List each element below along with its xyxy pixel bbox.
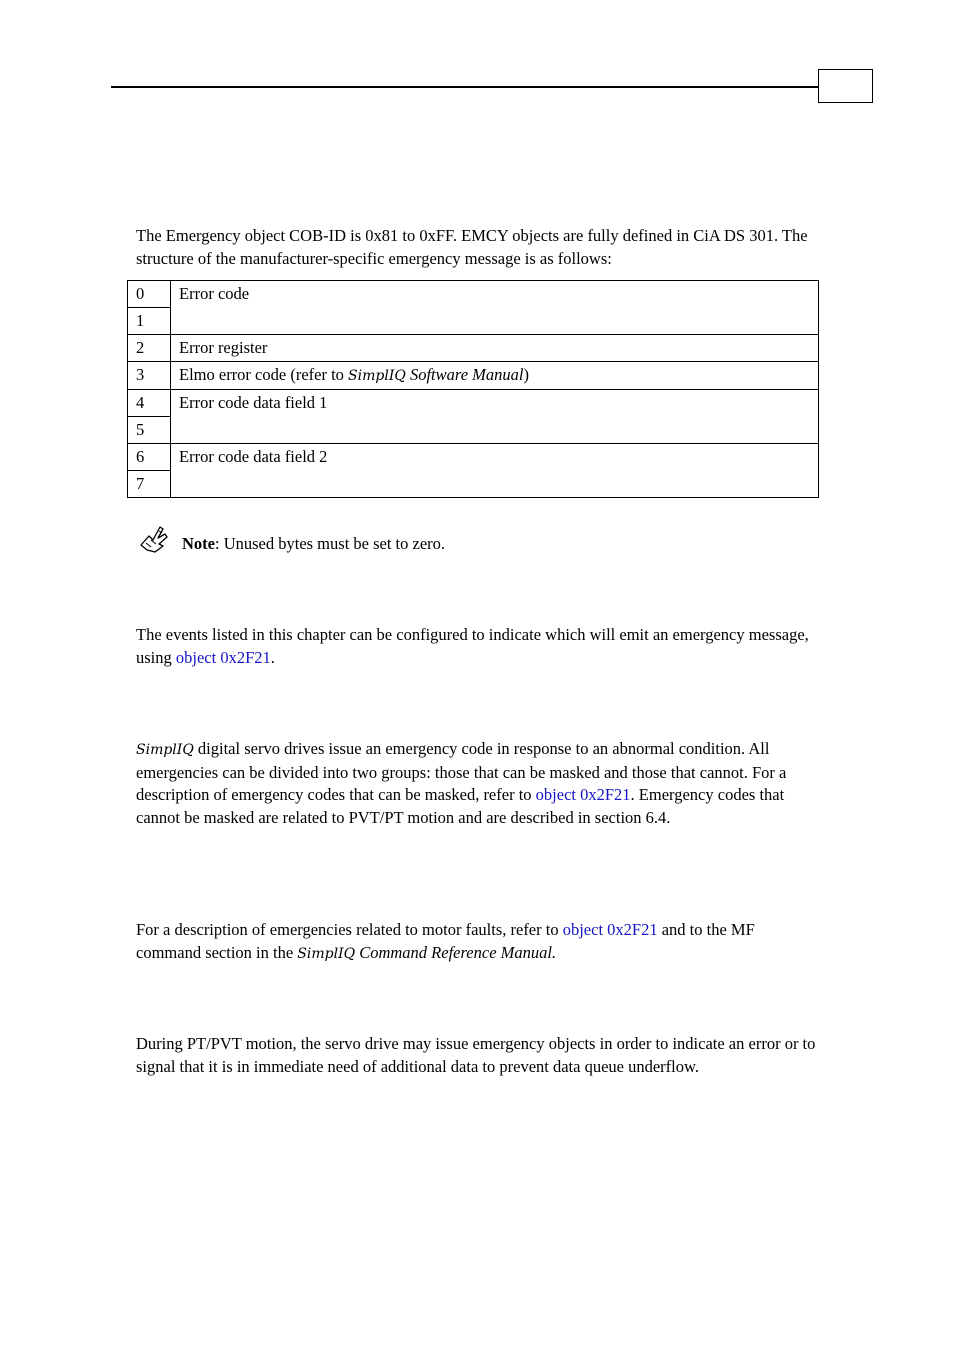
- table-row: [128, 281, 819, 308]
- para-text: and to the MF command section in the: [136, 920, 755, 962]
- simpliq-paragraph: [136, 738, 820, 829]
- byte-cell: 0: [128, 281, 171, 308]
- para-text: digital servo drives issue an emergency code in response to an abnormal condition. All emergencies can be divided into two groups: those that can be masked and those that cannot. For a description of emergency codes that can be masked, refer to: [136, 739, 787, 804]
- object-0x2f21-link[interactable]: object 0x2F21: [175, 647, 271, 667]
- manual-title: Software Manual: [405, 365, 524, 384]
- byte-cell: 4: [128, 390, 171, 417]
- para-text: The events listed in this chapter can be configured to indicate which will emit an emergency message, using: [136, 625, 809, 667]
- para-text: .: [551, 942, 557, 962]
- desc-text: ): [523, 365, 529, 384]
- byte-cell: 3: [128, 362, 171, 390]
- desc-cell: Error register: [171, 335, 819, 362]
- config-paragraph: [136, 624, 820, 669]
- desc-cell: Error code data field 2: [171, 444, 819, 498]
- intro-paragraph: The Emergency object COB-ID is 0x81 to 0xFF. EMCY objects are fully defined in CiA DS 301. The structure of the manufacturer-specific emergency message is as follows:: [136, 226, 808, 268]
- object-0x2f21-link[interactable]: object 0x2F21: [562, 920, 658, 939]
- simpliq-wordmark: SimplIQ: [136, 742, 194, 758]
- desc-cell: Error code data field 1: [171, 390, 819, 444]
- header-rule: [111, 86, 819, 88]
- note-label: Note: [182, 534, 215, 553]
- para-text: For a description of emergencies related to motor faults, refer to: [136, 920, 563, 939]
- note-body: : Unused bytes must be set to zero.: [214, 534, 446, 553]
- table-row: [128, 335, 819, 362]
- motor-fault-paragraph: [136, 919, 820, 965]
- manual-title: Command Reference Manual: [355, 942, 552, 962]
- byte-cell: 6: [128, 444, 171, 471]
- desc-cell: Error code: [171, 281, 819, 335]
- byte-cell: 1: [128, 308, 171, 335]
- note-text: [182, 533, 445, 555]
- pvt-paragraph: During PT/PVT motion, the servo drive may issue emergency objects in order to indicate an error or to signal that it is in immediate need of additional data to prevent data queue underflow.: [136, 1034, 816, 1076]
- table-row: [128, 444, 819, 471]
- para-text: .: [270, 647, 275, 667]
- emcy-structure-table: [127, 280, 819, 498]
- page-number-box: [818, 69, 873, 103]
- table-row: [128, 390, 819, 417]
- table-row: [128, 362, 819, 390]
- para-text: . Emergency codes that cannot be masked are related to PVT/PT motion and are described in section 6.4.: [136, 785, 785, 827]
- note-hand-icon: [138, 523, 170, 555]
- simpliq-wordmark: SimplIQ: [348, 368, 406, 384]
- object-0x2f21-link[interactable]: object 0x2F21: [535, 785, 631, 804]
- desc-text: Elmo error code (refer to: [179, 365, 349, 384]
- byte-cell: 7: [128, 471, 171, 498]
- simpliq-wordmark: SimplIQ: [297, 945, 356, 962]
- desc-cell: [171, 362, 819, 390]
- byte-cell: 5: [128, 417, 171, 444]
- byte-cell: 2: [128, 335, 171, 362]
